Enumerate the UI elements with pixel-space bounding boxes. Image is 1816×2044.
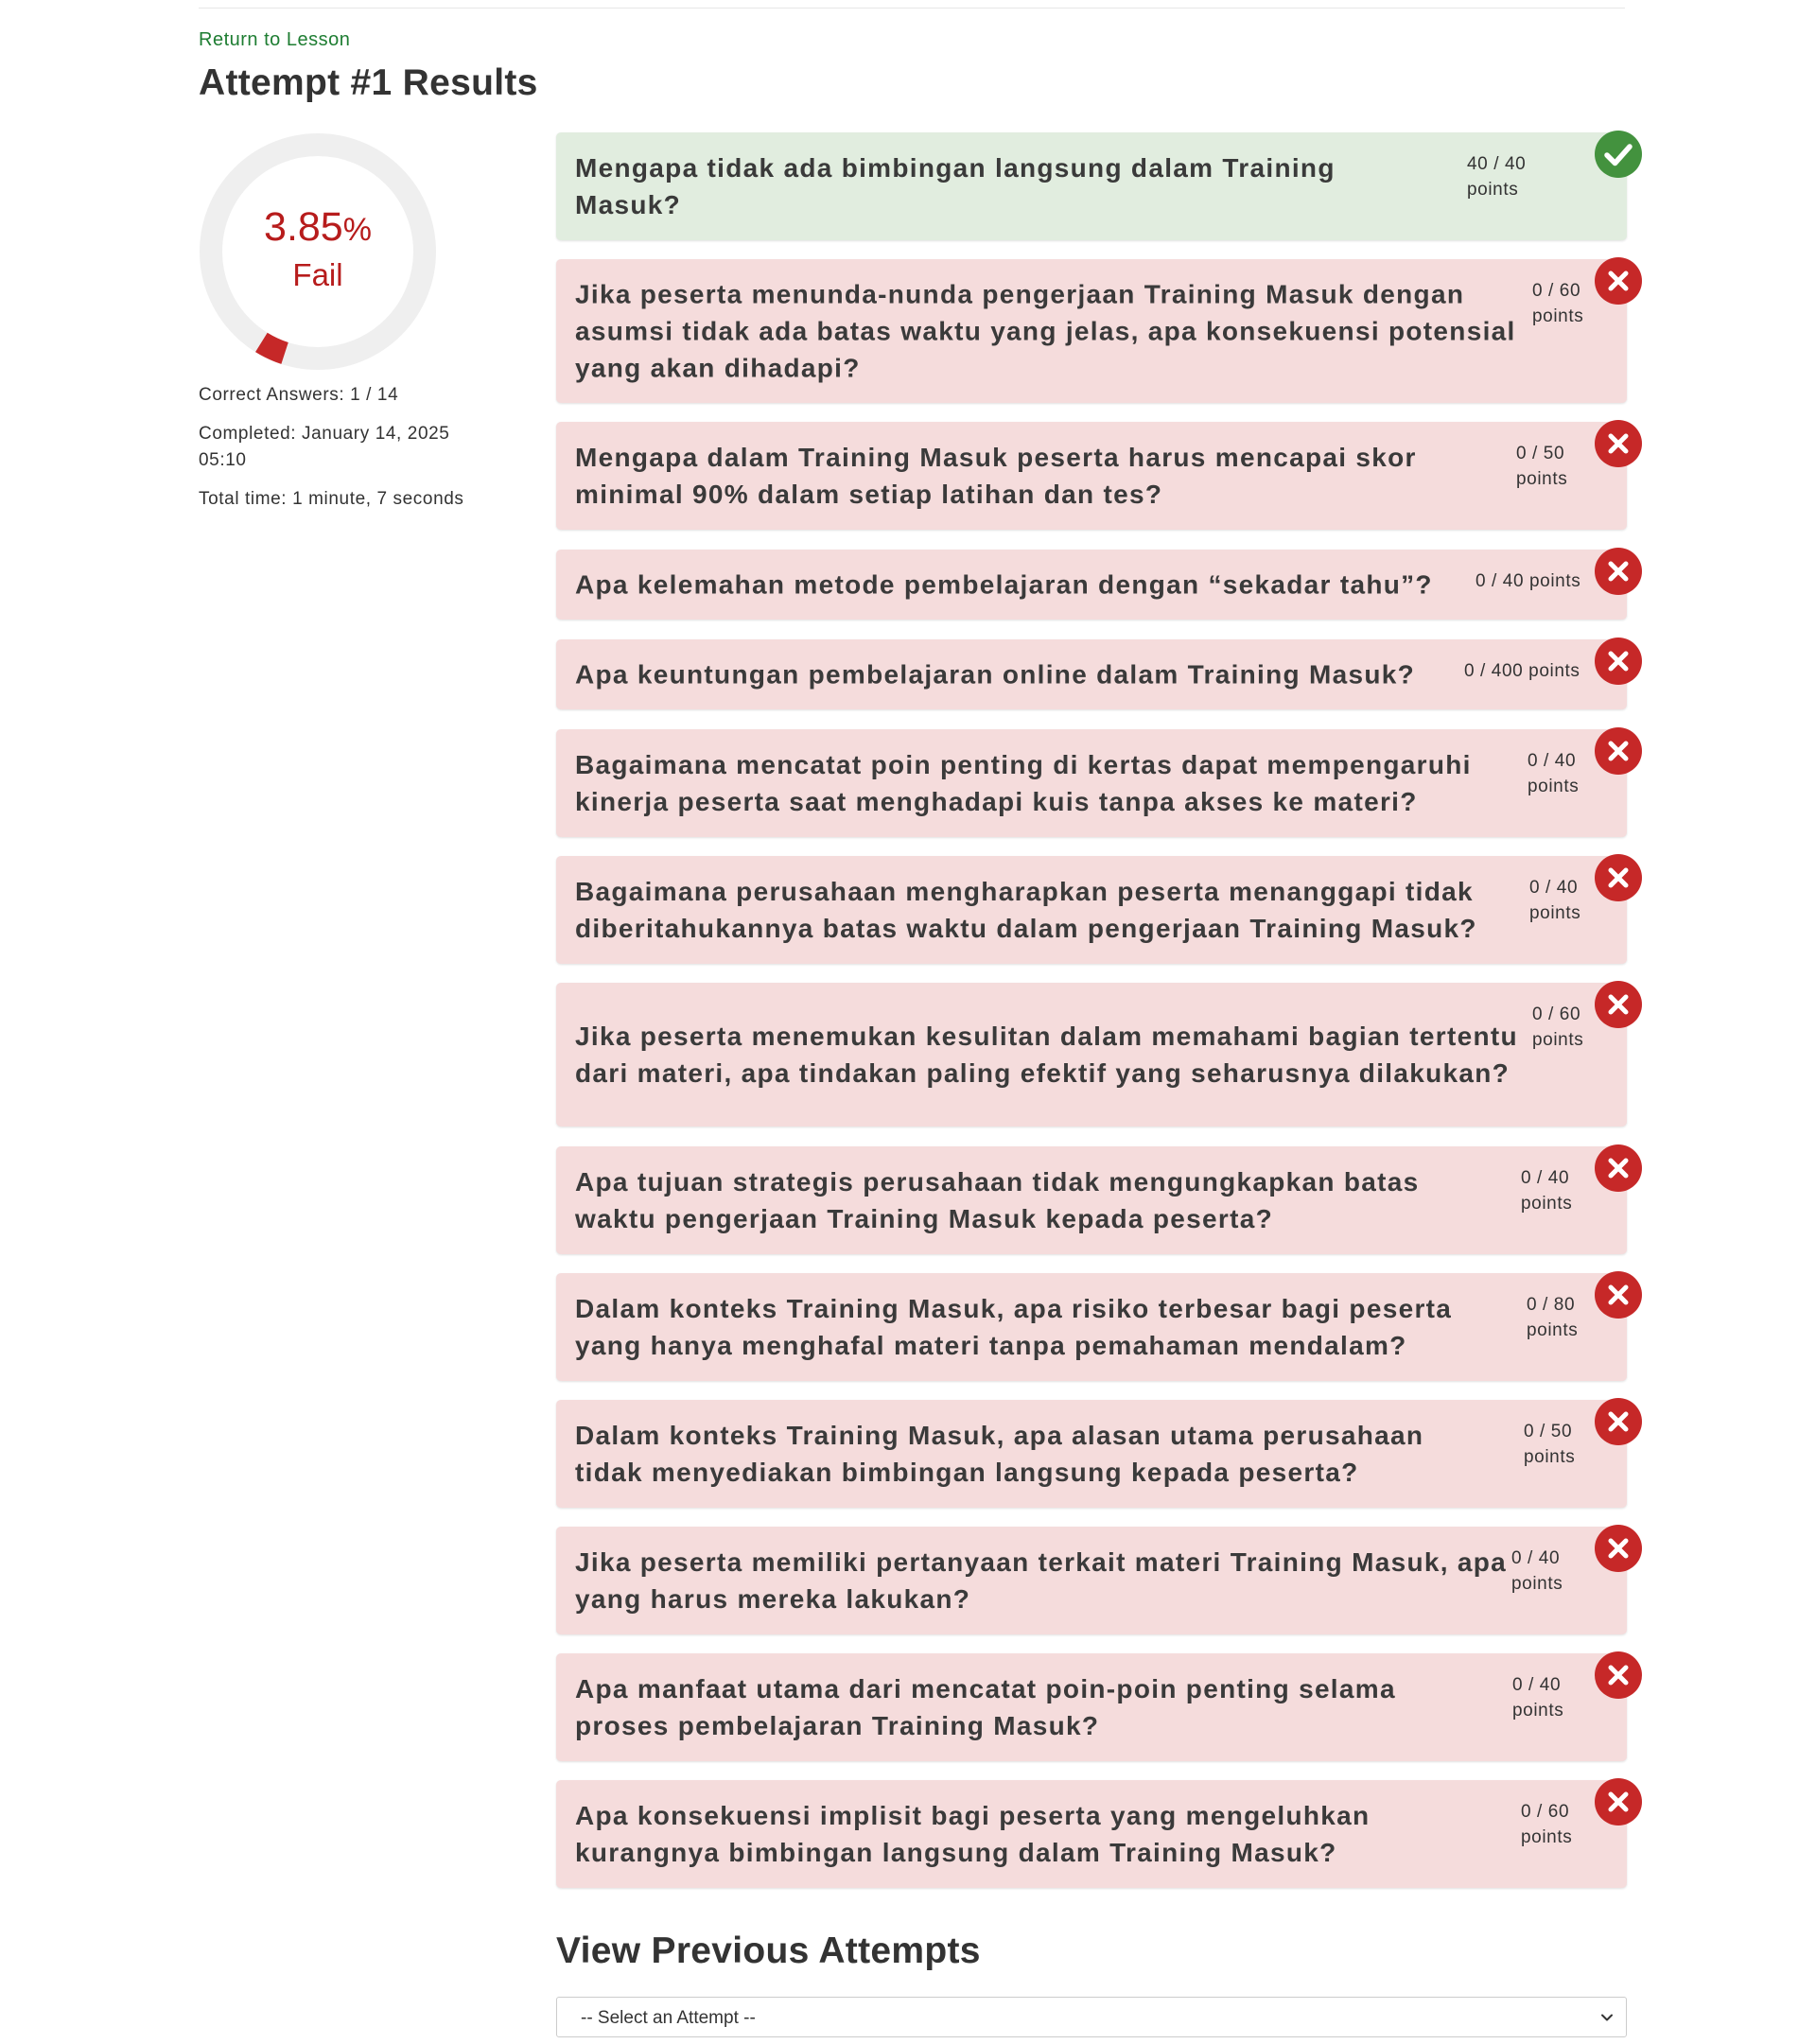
question-points: 0 / 60 points [1521, 1802, 1573, 1847]
question-points: 0 / 40 points [1511, 1548, 1563, 1594]
close-icon [1595, 981, 1642, 1028]
question-text: Jika peserta menemukan kesulitan dalam memahami bagian tertentu dari materi, apa tindakan paling efektif yang seharusnya dilakukan? [575, 1022, 1518, 1088]
close-icon [1595, 1651, 1642, 1699]
question-points: 0 / 40 points [1512, 1675, 1564, 1721]
question-card[interactable] [556, 1146, 1627, 1254]
close-icon [1595, 257, 1642, 305]
close-icon [1595, 1144, 1642, 1192]
question-card[interactable] [556, 259, 1627, 403]
question-text: Dalam konteks Training Masuk, apa alasan utama perusahaan tidak menyediakan bimbingan langsung kepada peserta? [575, 1421, 1424, 1487]
question-points: 0 / 40 points [1476, 571, 1581, 591]
close-icon [1595, 727, 1642, 775]
page-title: Attempt #1 Results [199, 62, 538, 103]
question-card[interactable] [556, 1653, 1627, 1761]
question-card[interactable] [556, 729, 1627, 837]
chevron-down-icon [1599, 2010, 1615, 2025]
question-card[interactable] [556, 1273, 1627, 1381]
score-ring-track [211, 145, 425, 358]
question-text: Apa manfaat utama dari mencatat poin-poin penting selama proses pembelajaran Training Masuk? [575, 1674, 1396, 1740]
question-text: Jika peserta menunda-nunda pengerjaan Training Masuk dengan asumsi tidak ada batas waktu yang jelas, apa konsekuensi potensial yang akan dihadapi? [575, 279, 1516, 383]
question-text: Mengapa dalam Training Masuk peserta harus mencapai skor minimal 90% dalam setiap latihan dan tes? [575, 443, 1417, 509]
question-points: 0 / 60 points [1532, 1005, 1584, 1050]
question-points: 40 / 40 points [1467, 154, 1527, 200]
question-points: 0 / 40 points [1528, 751, 1580, 796]
question-text: Jika peserta memiliki pertanyaan terkait materi Training Masuk, apa yang harus mereka lakukan? [575, 1547, 1508, 1614]
close-icon [1595, 548, 1642, 595]
attempt-select-value: -- Select an Attempt -- [581, 2008, 756, 2028]
question-points: 0 / 400 points [1464, 661, 1580, 681]
attempt-select[interactable] [556, 1997, 1627, 2037]
completed-date-text: Completed: January 14, 2025 05:10 [199, 424, 450, 470]
question-card[interactable] [556, 856, 1627, 964]
check-icon [1595, 131, 1642, 178]
question-card[interactable] [556, 1527, 1627, 1634]
close-icon [1595, 1525, 1642, 1572]
question-text: Apa keuntungan pembelajaran online dalam Training Masuk? [575, 659, 1416, 690]
score-ring-graphic [199, 132, 437, 371]
question-card[interactable] [556, 132, 1627, 240]
question-text: Dalam konteks Training Masuk, apa risiko terbesar bagi peserta yang hanya menghafal materi tanpa pemahaman mendalam? [575, 1294, 1453, 1360]
question-points: 0 / 50 points [1516, 444, 1568, 489]
question-points: 0 / 40 points [1521, 1168, 1573, 1214]
question-points: 0 / 80 points [1527, 1295, 1579, 1340]
score-percent [199, 204, 437, 250]
question-text: Apa konsekuensi implisit bagi peserta yang mengeluhkan kurangnya bimbingan langsung dalam Training Masuk? [575, 1801, 1371, 1867]
close-icon [1595, 420, 1642, 467]
correct-answers-text: Correct Answers: 1 / 14 [199, 385, 399, 405]
question-points: 0 / 60 points [1532, 281, 1584, 326]
question-card[interactable] [556, 983, 1627, 1127]
question-card[interactable] [556, 1400, 1627, 1508]
close-icon [1595, 1271, 1642, 1319]
total-time-text: Total time: 1 minute, 7 seconds [199, 489, 464, 509]
question-card[interactable] [556, 550, 1627, 620]
attempt-summary [199, 382, 482, 525]
close-icon [1595, 638, 1642, 685]
score-status: Fail [292, 257, 343, 292]
question-text: Apa kelemahan metode pembelajaran dengan “sekadar tahu”? [575, 569, 1433, 600]
question-text: Bagaimana mencatat poin penting di kertas dapat mempengaruhi kinerja peserta saat menghadapi kuis tanpa akses ke materi? [575, 750, 1472, 816]
top-divider [199, 8, 1625, 9]
question-card[interactable] [556, 422, 1627, 530]
question-text: Mengapa tidak ada bimbingan langsung dalam Training Masuk? [575, 153, 1336, 219]
question-points: 0 / 40 points [1529, 878, 1581, 923]
score-percent-number: 3.85 [264, 204, 343, 250]
close-icon [1595, 1398, 1642, 1445]
question-card[interactable] [556, 639, 1627, 709]
score-ring [199, 132, 437, 371]
return-to-lesson-link[interactable]: Return to Lesson [199, 29, 351, 50]
question-text: Bagaimana perusahaan mengharapkan peserta menanggapi tidak diberitahukannya batas waktu dalam pengerjaan Training Masuk? [575, 877, 1477, 943]
previous-attempts-heading: View Previous Attempts [556, 1930, 981, 1971]
close-icon [1595, 854, 1642, 901]
question-points: 0 / 50 points [1524, 1422, 1576, 1467]
question-card[interactable] [556, 1780, 1627, 1888]
question-text: Apa tujuan strategis perusahaan tidak mengungkapkan batas waktu pengerjaan Training Masuk kepada peserta? [575, 1167, 1420, 1233]
score-percent-sign: % [342, 212, 372, 248]
close-icon [1595, 1778, 1642, 1826]
